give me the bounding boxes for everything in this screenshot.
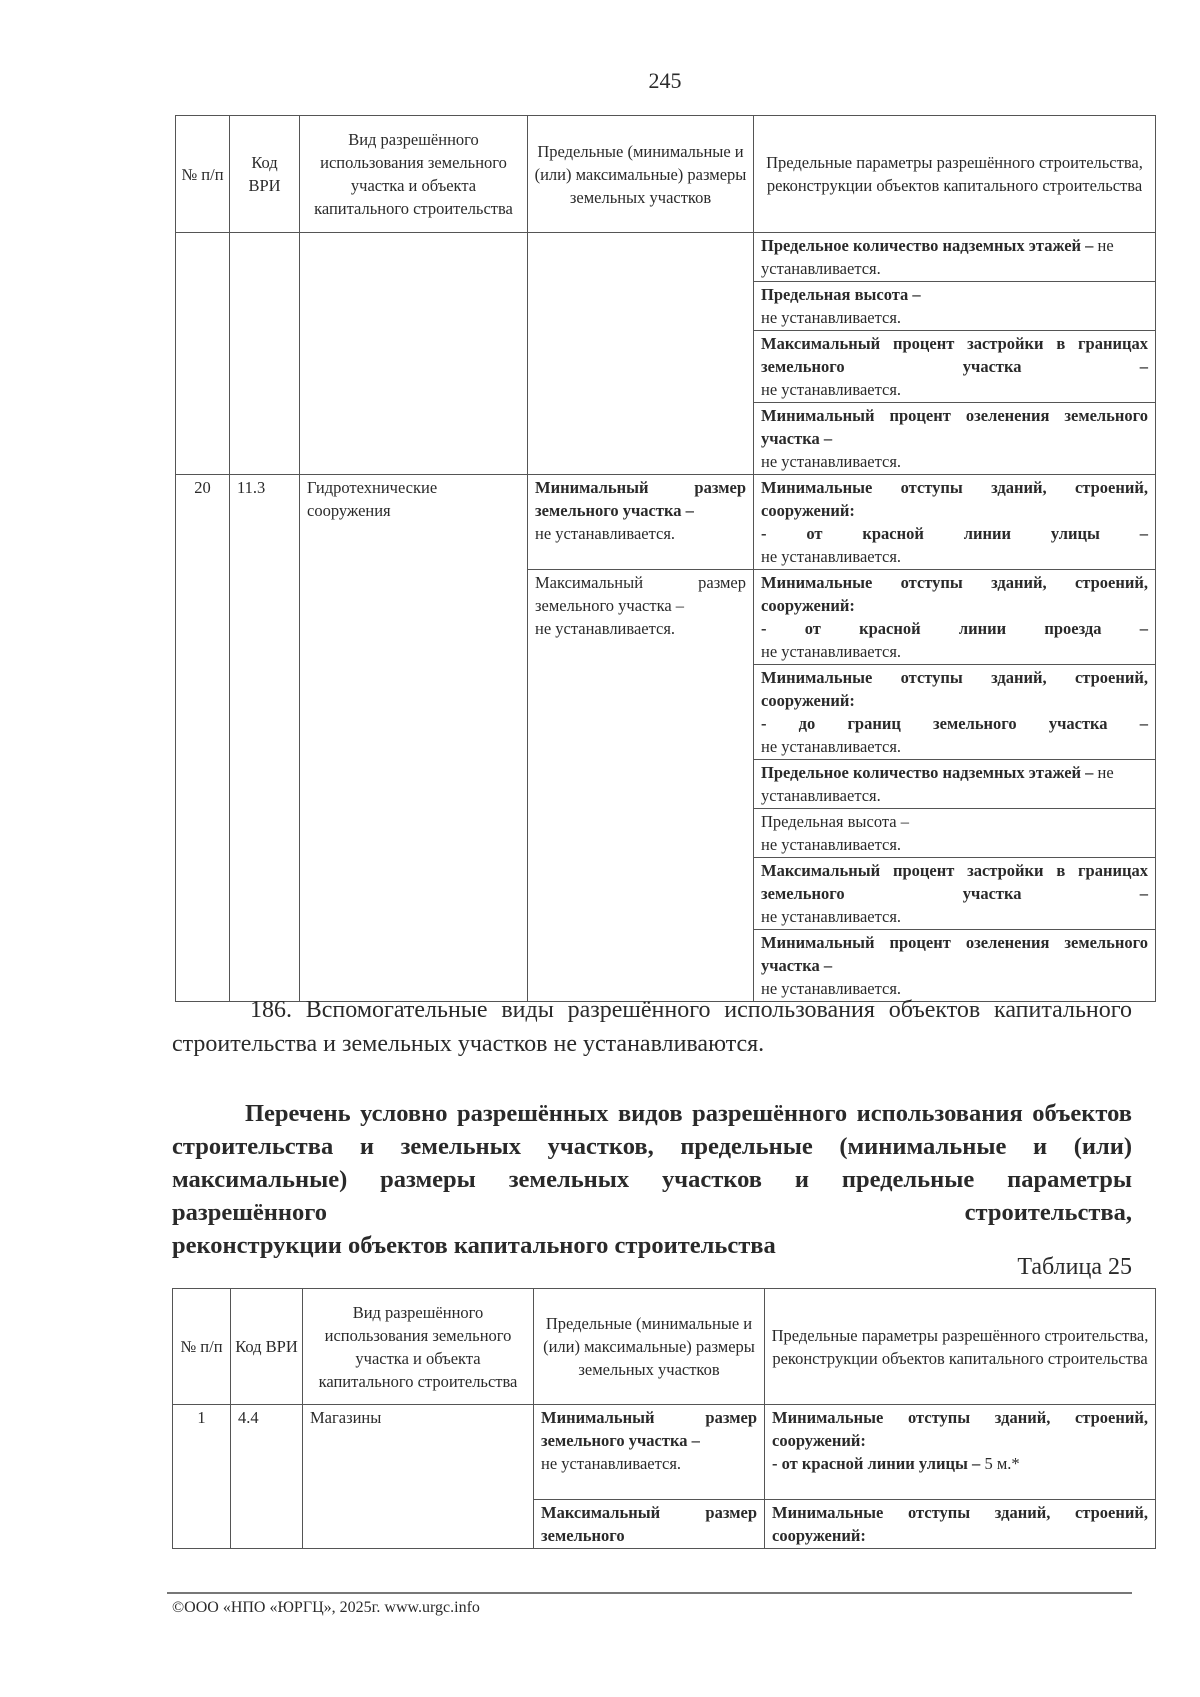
cell-max-size	[528, 570, 754, 1002]
param-value: не устанавливается.	[761, 979, 902, 998]
header-params: Предельные параметры разрешённого строительства, реконструкции объектов капитального строительства	[754, 116, 1156, 233]
table-row	[176, 475, 1156, 570]
header-params: Предельные параметры разрешённого строительства, реконструкции объектов капитального строительства	[765, 1289, 1156, 1405]
param-label: Минимальные отступы зданий, строений, сооружений:	[761, 668, 1148, 710]
param-label: Предельное количество надземных этажей –	[761, 763, 1094, 782]
param-value: не устанавливается.	[761, 835, 902, 854]
param-label: Предельная высота –	[761, 812, 909, 831]
footer-copyright: ©ООО «НПО «ЮРГЦ», 2025г. www.urgc.info	[172, 1599, 480, 1616]
cell-code: 4.4	[231, 1405, 303, 1549]
header-size: Предельные (минимальные и (или) максимальные) размеры земельных участков	[534, 1289, 765, 1405]
header-kind: Вид разрешённого использования земельного участка и объекта капитального строительства	[300, 116, 528, 233]
param-label: Максимальный размер земельного	[541, 1503, 757, 1545]
cell-empty	[300, 233, 528, 475]
param-label: Минимальный размер земельного участка –	[535, 478, 746, 520]
cell-num: 20	[176, 475, 230, 1002]
param-setback	[765, 1500, 1156, 1549]
param-value: не устанавливается.	[535, 619, 676, 638]
cell-empty	[528, 233, 754, 475]
param-value: не устанавливается.	[761, 907, 902, 926]
table-25	[172, 1288, 1156, 1549]
param-floors	[754, 760, 1156, 809]
header-code: Код ВРИ	[230, 116, 300, 233]
section-heading	[172, 1097, 1132, 1262]
param-value: не устанавливается.	[761, 236, 1114, 278]
param-label: Максимальный размер земельного участка –	[535, 573, 746, 615]
param-floors	[754, 233, 1156, 282]
param-label: Предельная высота –	[761, 285, 921, 304]
param-value: не устанавливается.	[541, 1454, 682, 1473]
footer-divider	[167, 1592, 1132, 1594]
param-label: Максимальный процент застройки в границах земельного участка –	[761, 334, 1148, 376]
param-value: не устанавливается.	[761, 763, 1114, 805]
param-detail: - от красной линии проезда –	[761, 619, 1148, 638]
param-coverage	[754, 331, 1156, 403]
param-value: не устанавливается.	[761, 380, 902, 399]
cell-empty	[176, 233, 230, 475]
param-setback-border	[754, 665, 1156, 760]
table-header-row	[173, 1289, 1156, 1405]
header-size: Предельные (минимальные и (или) максимальные) размеры земельных участков	[528, 116, 754, 233]
heading-text-last: реконструкции объектов капитального строительства	[172, 1232, 776, 1259]
cell-min-size	[528, 475, 754, 570]
table-label: Таблица 25	[1017, 1254, 1132, 1280]
cell-empty	[230, 233, 300, 475]
param-label: Минимальные отступы зданий, строений, сооружений:	[761, 573, 1148, 615]
paragraph-186: 186. Вспомогательные виды разрешённого использования объектов капитального строительства и земельных участков не устанавливаются.	[172, 997, 1132, 1057]
param-label: Максимальный процент застройки в границах земельного участка –	[761, 861, 1148, 903]
param-greenery	[754, 403, 1156, 475]
param-label: Минимальный процент озеленения земельного участка –	[761, 933, 1148, 975]
param-label: Минимальные отступы зданий, строений, сооружений:	[761, 478, 1148, 520]
param-label: Предельное количество надземных этажей –	[761, 236, 1094, 255]
cell-min-size	[534, 1405, 765, 1500]
param-label: Минимальный размер земельного участка –	[541, 1408, 757, 1450]
param-value: не устанавливается.	[761, 452, 902, 471]
param-label: Минимальные отступы зданий, строений, сооружений:	[772, 1408, 1148, 1450]
table-header-row	[176, 116, 1156, 233]
cell-kind: Гидротехнические сооружения	[300, 475, 528, 1002]
param-height	[754, 282, 1156, 331]
header-kind: Вид разрешённого использования земельного участка и объекта капитального строительства	[303, 1289, 534, 1405]
param-value: не устанавливается.	[761, 737, 902, 756]
param-setback-street	[754, 475, 1156, 570]
cell-num: 1	[173, 1405, 231, 1549]
header-code: Код ВРИ	[231, 1289, 303, 1405]
param-value: не устанавливается.	[535, 524, 676, 543]
table-row	[176, 233, 1156, 282]
cell-kind: Магазины	[303, 1405, 534, 1549]
table-24-continuation	[175, 115, 1156, 1002]
header-num: № п/п	[173, 1289, 231, 1405]
cell-code: 11.3	[230, 475, 300, 1002]
param-value: не устанавливается.	[761, 642, 902, 661]
param-value: не устанавливается.	[761, 547, 902, 566]
param-height	[754, 809, 1156, 858]
param-coverage	[754, 858, 1156, 930]
header-num: № п/п	[176, 116, 230, 233]
param-label: Минимальный процент озеленения земельного участка –	[761, 406, 1148, 448]
param-detail: - от красной линии улицы –	[761, 524, 1148, 543]
param-setback-street	[765, 1405, 1156, 1500]
param-value: 5 м.*	[984, 1454, 1020, 1473]
param-setback-driveway	[754, 570, 1156, 665]
table-row	[173, 1405, 1156, 1500]
heading-text: Перечень условно разрешённых видов разрешённого использования объектов строительства и земельных участков, предельные (минимальные и (или) максимальные) размеры земельных участков и предельные параметры разрешённого строительства,	[172, 1100, 1132, 1226]
param-detail: - от красной линии улицы –	[772, 1454, 981, 1473]
param-label: Минимальные отступы зданий, строений, сооружений:	[772, 1503, 1148, 1545]
param-value: не устанавливается.	[761, 308, 902, 327]
cell-max-size	[534, 1500, 765, 1549]
param-detail: - до границ земельного участка –	[761, 714, 1148, 733]
page-number: 245	[648, 68, 682, 93]
param-greenery	[754, 930, 1156, 1002]
